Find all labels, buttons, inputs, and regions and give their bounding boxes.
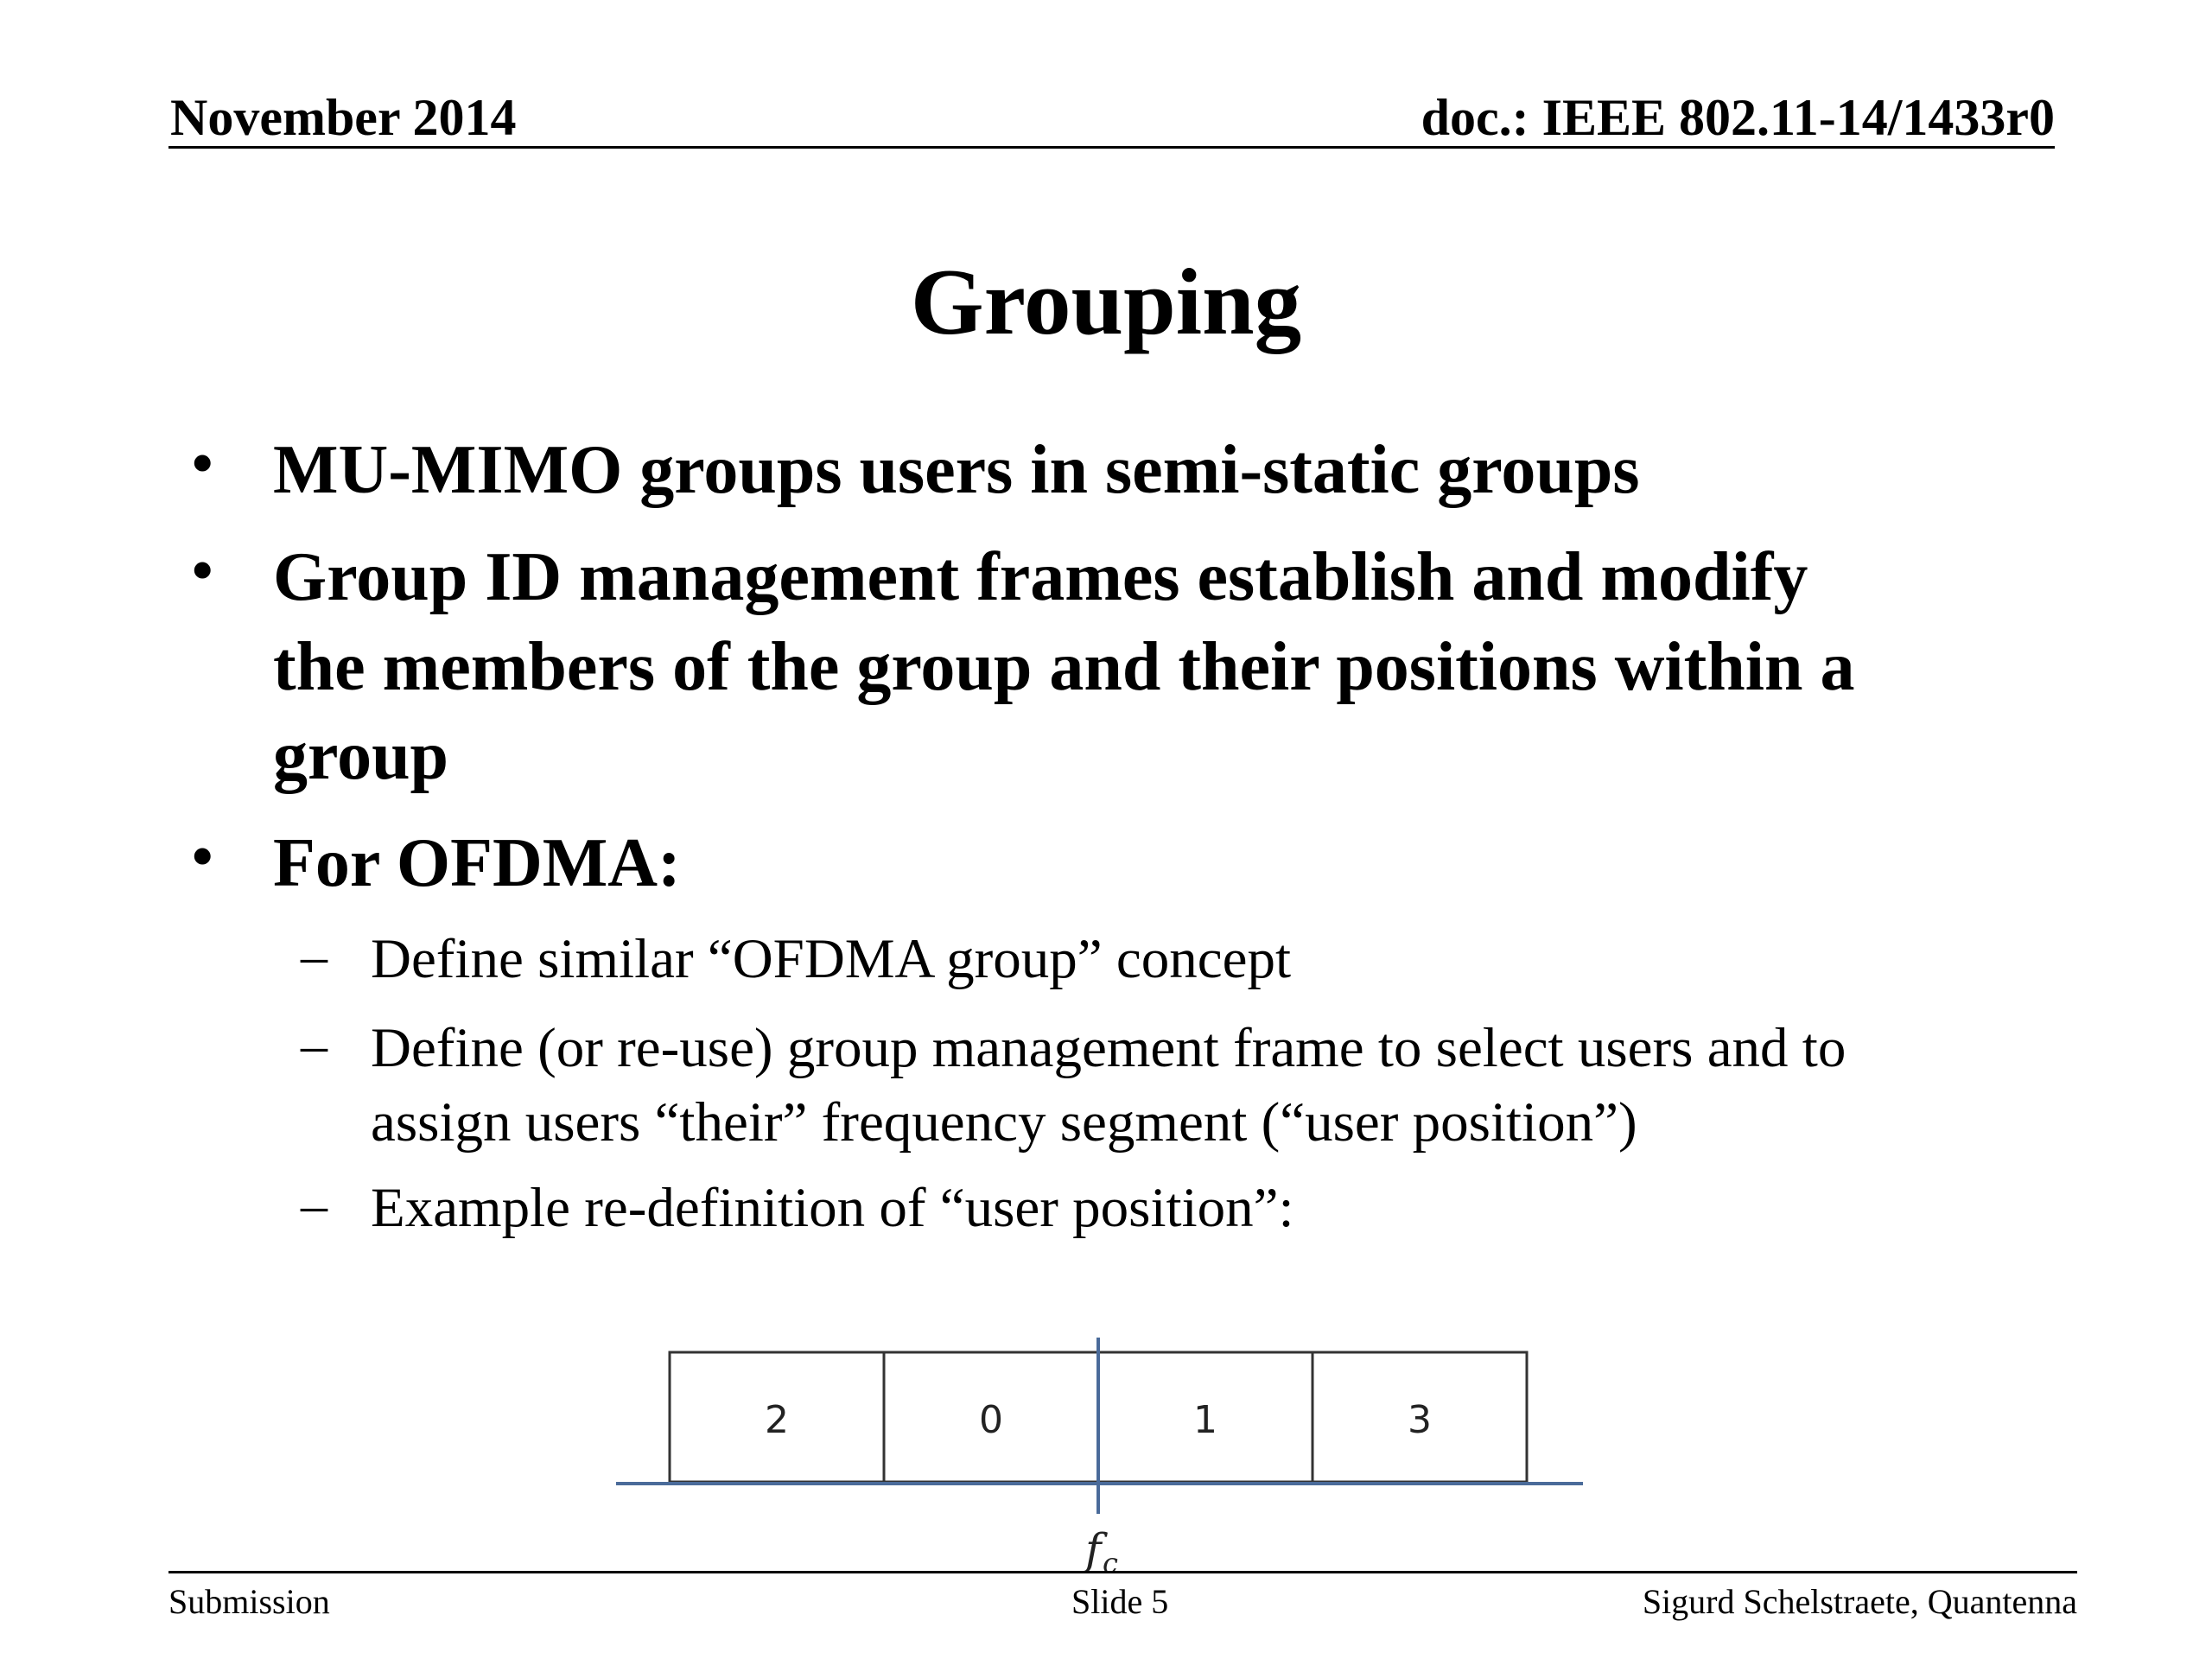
sub-bullet-marker: –	[301, 1176, 327, 1235]
sub-bullet-1-line-1: Define similar “OFDMA group” concept	[371, 928, 1292, 990]
header-doc-id: doc.: IEEE 802.11-14/1433r0	[1421, 89, 2055, 146]
segment-label: 1	[1193, 1398, 1217, 1442]
segment-label: 3	[1408, 1398, 1432, 1442]
bullet-3-line-1: For OFDMA:	[273, 825, 681, 901]
bullet-1-line-1: MU-MIMO groups users in semi-static groups	[273, 432, 1640, 508]
segment-label: 2	[765, 1398, 789, 1442]
sub-bullet-marker: –	[301, 927, 327, 986]
sub-bullet-2-line-2: assign users “their” frequency segment (“user position”)	[371, 1091, 1637, 1154]
bullet-marker: •	[192, 823, 213, 890]
footer-rule	[168, 1571, 2077, 1573]
bullet-marker: •	[192, 430, 213, 497]
center-frequency-subscript: c	[1103, 1547, 1118, 1580]
bullet-2-line-2: the members of the group and their positions within a	[273, 629, 1855, 705]
footer-author: Sigurd Schelstraete, Quantenna	[1642, 1582, 2077, 1621]
center-frequency-label: f	[1085, 1524, 1102, 1574]
slide-title: Grouping	[910, 250, 1302, 354]
footer-slide-number: Slide 5	[1071, 1582, 1169, 1621]
sub-bullet-2-line-1: Define (or re-use) group management frame to select users and to	[371, 1017, 1847, 1079]
footer-submission: Submission	[168, 1582, 330, 1621]
header-date: November 2014	[170, 89, 517, 146]
bullet-2-line-1: Group ID management frames establish and modify	[273, 539, 1808, 615]
sub-bullet-marker: –	[301, 1016, 327, 1075]
bullet-2-line-3: group	[273, 718, 449, 794]
bullet-marker: •	[192, 537, 213, 604]
segment-label: 0	[979, 1398, 1003, 1442]
sub-bullet-3-line-1: Example re-definition of “user position”:	[371, 1177, 1294, 1239]
